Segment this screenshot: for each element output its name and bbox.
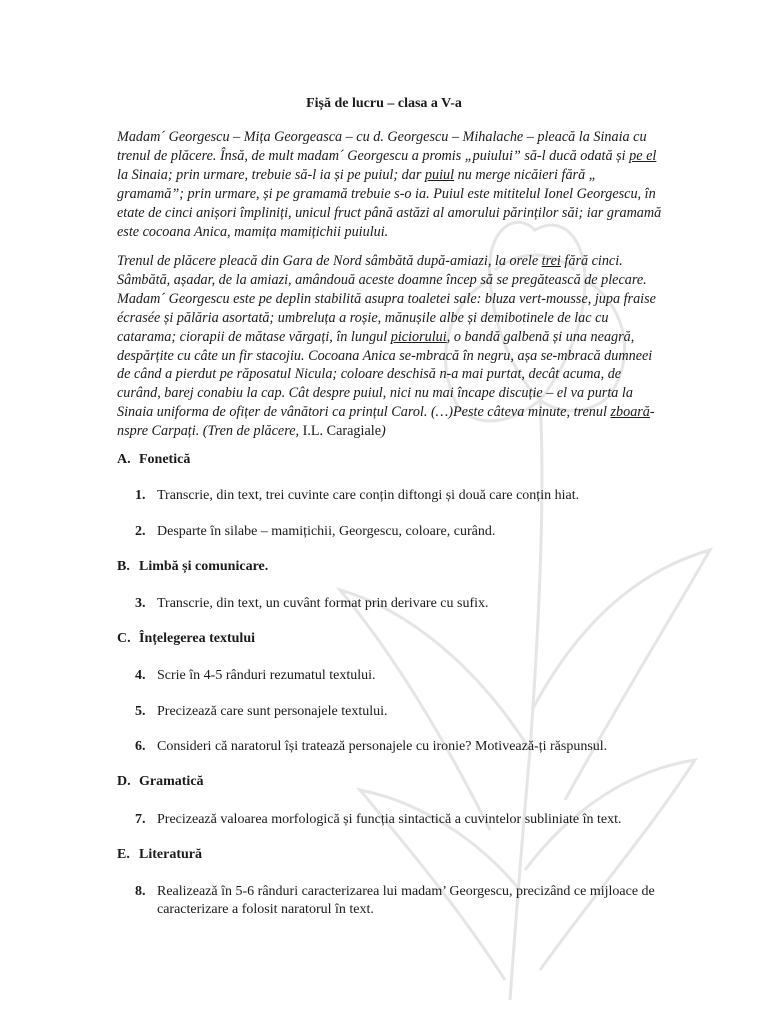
section-letter: D. xyxy=(117,774,131,789)
exercise-text: Precizează care sunt personajele textului. xyxy=(157,704,388,719)
passage-text: Madam´ Georgescu – Mița Georgeasca – cu d. Georgescu – Mihalache – pleacă la Sinaia cu trenul de plăcere. Însă, de mult madam´ Georgescu a promis „puiului” să-l ducă odată și xyxy=(117,129,647,164)
exercise-text: Transcrie, din text, trei cuvinte care conțin diftongi și două care conțin hiat. xyxy=(157,488,580,503)
passage-paragraph-1 xyxy=(117,128,667,241)
section-title: Fonetică xyxy=(139,452,191,467)
exercise-number: 8. xyxy=(135,884,146,899)
passage-text: -nspre Carpați. (Tren de plăcere, xyxy=(117,404,655,440)
exercise-item-8 xyxy=(135,883,675,919)
underlined-word: trei xyxy=(541,253,561,269)
section-title: Literatură xyxy=(139,847,202,862)
exercise-text: Desparte în silabe – mamițichii, Georgescu, coloare, curând. xyxy=(157,524,496,539)
passage-text: , o bandă galbenă și una neagră, despărțite cu câte un fir stacojiu. Cocoana Anica se-mbracă în negru, așa se-mbracă dumneei de când a pierdut pe răposatul Nicula; coloare deschisă n-a mai purtat, decât acuma, de curând, barej conabiu la cap. Cât despre puiul, nici nu mai încape discuție – el va purta la Sinaia uniforma de ofițer de vânători ca prințul Carol. (…)Peste câteva minute, trenul xyxy=(117,328,653,421)
exercise-number: 6. xyxy=(135,739,146,754)
section-title: Înțelegerea textului xyxy=(139,631,255,646)
underlined-word: pe el xyxy=(629,147,657,164)
passage-text: ) xyxy=(381,423,386,440)
passage-text: nu merge nicăieri fără „ gramamă”; prin urmare, și pe gramamă trebuie s-o ia. Puiul este mititelul Ionel Georgescu, în etate de cinci anișori împliniți, unicul fruct până astăzi al amorului părinților săi; iar gramamă este cocoana Anica, mamița mamițichii puiului. xyxy=(117,166,662,240)
author-name: I.L. Caragiale xyxy=(302,423,381,440)
passage-text: Trenul de plăcere pleacă din Gara de Nord sâmbătă după-amiazi, la orele xyxy=(117,253,542,269)
section-letter: C. xyxy=(117,631,131,646)
section-title: Gramatică xyxy=(139,774,204,789)
section-letter: E. xyxy=(117,847,130,862)
exercise-text: Transcrie, din text, un cuvânt format prin derivare cu sufix. xyxy=(157,596,489,611)
exercise-item-3 xyxy=(135,595,675,613)
exercise-item-6 xyxy=(135,738,675,756)
section-title: Limbă și comunicare. xyxy=(139,559,269,574)
passage-paragraph-2 xyxy=(117,252,667,441)
section-heading-d xyxy=(117,774,204,790)
section-heading-c xyxy=(117,631,255,647)
page-title: Fișă de lucru – clasa a V-a xyxy=(306,96,462,111)
section-letter: B. xyxy=(117,559,130,574)
exercise-number: 4. xyxy=(135,668,146,683)
exercise-text: Consideri că naratorul își tratează personajele cu ironie? Motivează-ți răspunsul. xyxy=(157,739,608,754)
exercise-text: Scrie în 4-5 rânduri rezumatul textului. xyxy=(157,668,376,683)
exercise-item-5 xyxy=(135,703,675,721)
exercise-item-2 xyxy=(135,523,675,541)
underlined-word: puiul xyxy=(424,166,455,183)
exercise-item-7 xyxy=(135,811,675,829)
passage-text: la Sinaia; prin urmare, trebuie să-l ia și pe puiul; dar xyxy=(117,166,425,183)
underlined-word: zboară xyxy=(610,404,650,421)
exercise-number: 5. xyxy=(135,704,146,719)
exercise-number: 2. xyxy=(135,524,146,539)
exercise-text: Precizează valoarea morfologică și funcția sintactică a cuvintelor subliniate în text. xyxy=(157,812,622,827)
section-heading-b xyxy=(117,559,268,575)
exercise-item-4 xyxy=(135,667,675,685)
passage-text: fără cinci. Sâmbătă, așadar, de la amiazi, amândouă aceste doamne încep să se pregătească de plecare. Madam´ Georgescu este pe deplin stabilită asupra toaletei sale: bluza vert-mousse, jupa fraise écrasée și pălăria asortată; umbreluța a roșie, mănușile albe și demibotinele de lac cu catarama; ciorapii de mătase vărgați, în lungul xyxy=(117,253,656,345)
exercise-text: Realizează în 5-6 rânduri caracterizarea lui madam’ Georgescu, precizând ce mijloace de caracterizare a folosit naratorul în text. xyxy=(157,884,655,917)
exercise-number: 1. xyxy=(135,488,146,503)
section-heading-a xyxy=(117,452,190,468)
underlined-word: piciorului xyxy=(390,328,447,345)
section-letter: A. xyxy=(117,452,131,467)
exercise-item-1 xyxy=(135,487,675,505)
section-heading-e xyxy=(117,847,202,863)
exercise-number: 7. xyxy=(135,812,146,827)
exercise-number: 3. xyxy=(135,596,146,611)
